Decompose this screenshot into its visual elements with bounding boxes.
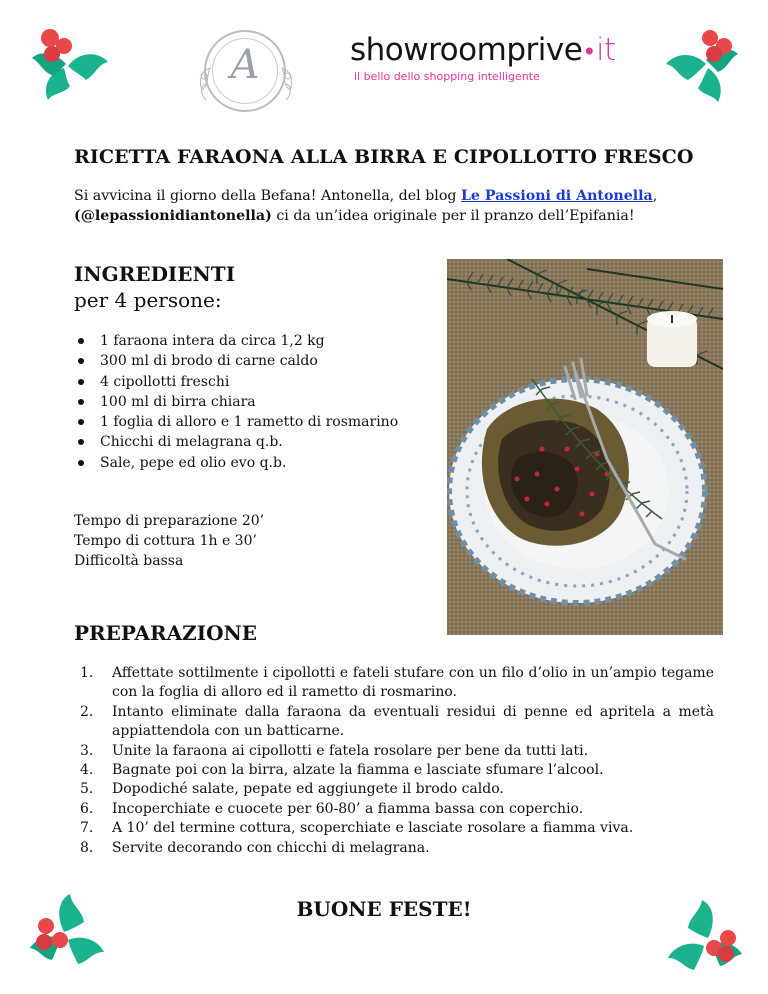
prep-time: Tempo di preparazione 20’ — [74, 513, 265, 529]
brand-dot: • — [582, 38, 596, 66]
step-text: Servite decorando con chicchi di melagrana. — [112, 839, 430, 856]
step-number: 7. — [80, 820, 94, 837]
intro-paragraph — [74, 186, 714, 226]
ingredients-subheading: per 4 persone: — [74, 288, 222, 312]
brand-name: showroomprive — [350, 32, 583, 68]
list-item: 300 ml di brodo di carne caldo — [74, 351, 398, 371]
blog-handle: (@lepassionidiantonella) — [74, 208, 272, 224]
step-text: A 10’ del termine cottura, scoperchiate e lasciate rosolare a fiamma viva. — [112, 820, 634, 837]
closing-greeting: BUONE FESTE! — [296, 897, 472, 921]
step-text: Unite la faraona ai cipollotti e fatela rosolare per bene da tutti lati. — [112, 742, 589, 759]
step-number: 6. — [80, 800, 94, 817]
list-item — [74, 761, 714, 780]
list-item — [74, 664, 714, 703]
showroomprive-logo — [350, 32, 616, 68]
step-text: Dopodiché salate, pepate ed aggiungete il brodo caldo. — [112, 781, 504, 798]
ingredients-list — [74, 331, 398, 473]
list-item: 4 cipollotti freschi — [74, 372, 398, 392]
step-number: 2. — [80, 703, 94, 720]
floral-ornament-icon — [196, 40, 296, 108]
ingredients-heading: INGREDIENTI — [74, 262, 236, 286]
list-item — [74, 703, 714, 742]
brand-tld: it — [595, 32, 616, 68]
preparation-heading: PREPARAZIONE — [74, 621, 258, 645]
recipe-title: RICETTA FARAONA ALLA BIRRA E CIPOLLOTTO FRESCO — [74, 146, 694, 168]
blog-link[interactable]: Le Passioni di Antonella — [460, 188, 653, 204]
step-text: Affettate sottilmente i cipollotti e fateli stufare con un filo d’olio in un’ampio tegame con la foglia di alloro ed il rametto di rosmarino. — [112, 665, 714, 701]
difficulty: Difficoltà bassa — [74, 553, 184, 569]
list-item — [74, 742, 714, 761]
intro-text: Si avvicina il giorno della Befana! Antonella, del blog — [74, 188, 461, 204]
holly-decoration-icon — [30, 22, 110, 102]
list-item — [74, 819, 714, 838]
intro-end: ci da un’idea originale per il pranzo dell’Epifania! — [271, 208, 635, 224]
step-number: 5. — [80, 781, 94, 798]
list-item — [74, 780, 714, 799]
recipe-photo — [447, 259, 723, 635]
holly-decoration-icon — [662, 24, 742, 104]
list-item: Chicchi di melagrana q.b. — [74, 432, 398, 452]
step-text: Incoperchiate e cuocete per 60-80’ a fiamma bassa con coperchio. — [112, 800, 584, 817]
step-number: 1. — [80, 665, 94, 681]
list-item: 1 faraona intera da circa 1,2 kg — [74, 331, 398, 351]
step-text: Intanto eliminate dalla faraona da eventuali residui di penne ed apritela a metà appiattendola con un batticarne. — [112, 703, 714, 740]
step-text: Bagnate poi con la birra, alzate la fiamma e lasciate sfumare l’alcool. — [112, 762, 604, 779]
brand-tagline: il bello dello shopping intelligente — [354, 70, 540, 83]
intro-comma: , — [652, 188, 658, 204]
logo-letter: A — [230, 42, 260, 88]
preparation-steps — [74, 664, 714, 858]
step-number: 4. — [80, 762, 94, 779]
list-item: 100 ml di birra chiara — [74, 392, 398, 412]
list-item — [74, 800, 714, 819]
timing-info — [74, 511, 264, 571]
list-item: 1 foglia di alloro e 1 rametto di rosmarino — [74, 412, 398, 432]
cook-time: Tempo di cottura 1h e 30’ — [74, 533, 257, 549]
list-item: Sale, pepe ed olio evo q.b. — [74, 453, 398, 473]
list-item — [74, 839, 714, 858]
step-number: 3. — [80, 742, 94, 759]
step-number: 8. — [80, 839, 94, 856]
